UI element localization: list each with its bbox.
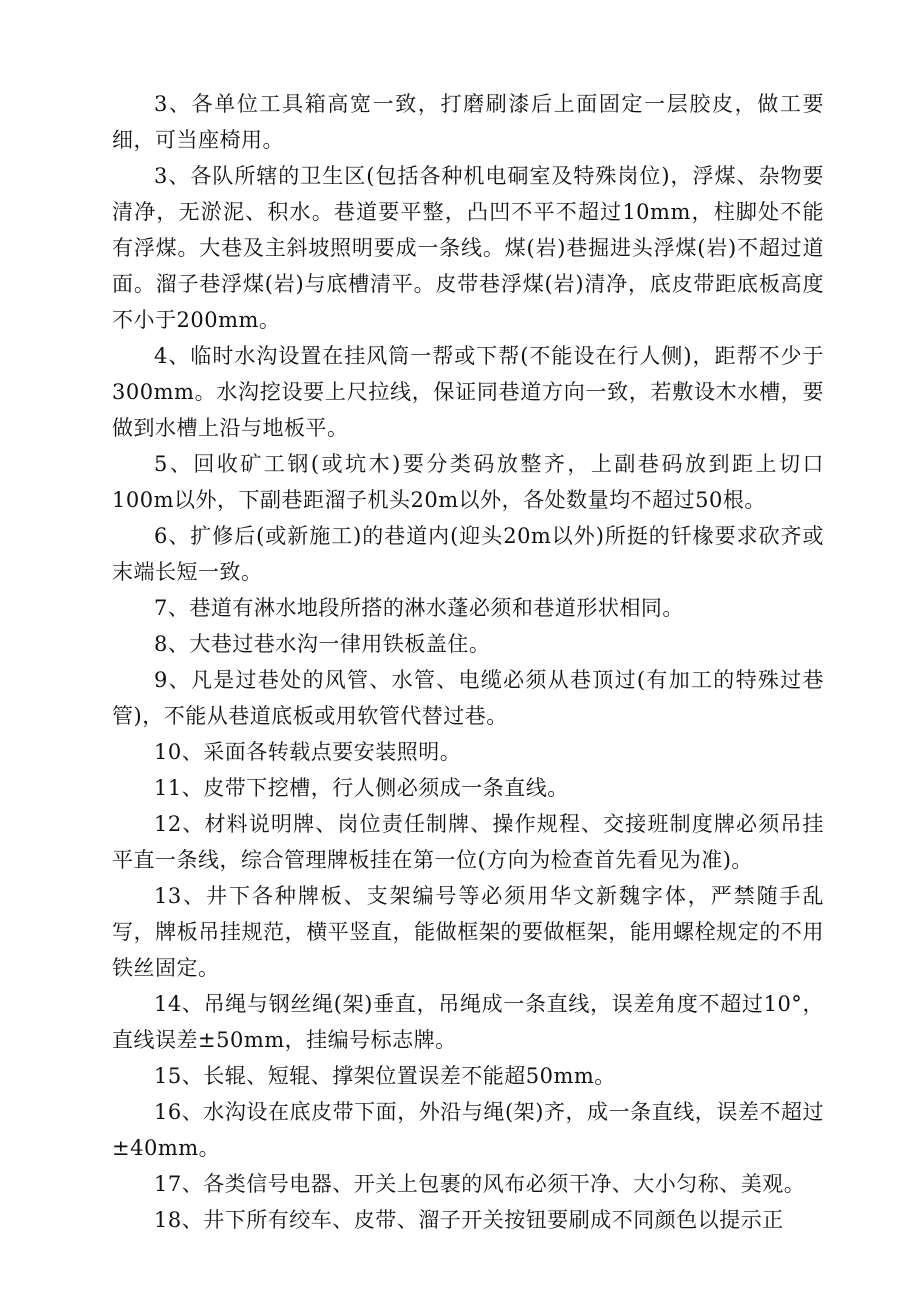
paragraph-item-17: 17、各类信号电器、开关上包裹的风布必须干净、大小匀称、美观。 bbox=[154, 1172, 806, 1196]
paragraph-item-15: 15、长辊、短辊、撑架位置误差不能超50mm。 bbox=[154, 1064, 616, 1088]
paragraph-item-6: 6、扩修后(或新施工)的巷道内(迎头20m以外)所挺的钎椽要求砍齐或末端长短一致。 bbox=[112, 524, 824, 584]
paragraph-item-18: 18、井下所有绞车、皮带、溜子开关按钮要刷成不同颜色以提示正 bbox=[154, 1208, 784, 1232]
paragraph-item-11: 11、皮带下挖槽，行人侧必须成一条直线。 bbox=[154, 776, 569, 800]
paragraph-item-3-toolbox: 3、各单位工具箱高宽一致，打磨刷漆后上面固定一层胶皮，做工要细，可当座椅用。 bbox=[112, 92, 824, 152]
paragraph-item-12: 12、材料说明牌、岗位责任制牌、操作规程、交接班制度牌必须吊挂平直一条线，综合管理牌板挂在第一位(方向为检查首先看见为准)。 bbox=[112, 812, 824, 872]
paragraph-item-16: 16、水沟设在底皮带下面，外沿与绳(架)齐，成一条直线，误差不超过±40mm。 bbox=[112, 1100, 824, 1160]
paragraph-item-9: 9、凡是过巷处的风管、水管、电缆必须从巷顶过(有加工的特殊过巷管)，不能从巷道底板或用软管代替过巷。 bbox=[112, 668, 824, 728]
document-body bbox=[112, 86, 824, 1238]
paragraph-item-7: 7、巷道有淋水地段所搭的淋水蓬必须和巷道形状相同。 bbox=[154, 596, 684, 620]
paragraph-item-8: 8、大巷过巷水沟一律用铁板盖住。 bbox=[154, 632, 491, 656]
paragraph-item-10: 10、采面各转载点要安装照明。 bbox=[154, 740, 462, 764]
paragraph-item-3-sanitation: 3、各队所辖的卫生区(包括各种机电硐室及特殊岗位)，浮煤、杂物要清净，无淤泥、积水。巷道要平整，凸凹不平不超过10mm，柱脚处不能有浮煤。大巷及主斜坡照明要成一条线。煤(岩)巷掘进头浮煤(岩)不超过道面。溜子巷浮煤(岩)与底槽清平。皮带巷浮煤(岩)清净，底皮带距底板高度不小于200mm。 bbox=[112, 164, 824, 332]
paragraph-item-5: 5、回收矿工钢(或坑木)要分类码放整齐，上副巷码放到距上切口100m以外，下副巷距溜子机头20m以外，各处数量均不超过50根。 bbox=[112, 452, 824, 512]
paragraph-item-14: 14、吊绳与钢丝绳(架)垂直，吊绳成一条直线，误差角度不超过10°，直线误差±50mm，挂编号标志牌。 bbox=[112, 992, 824, 1052]
paragraph-item-13: 13、井下各种牌板、支架编号等必须用华文新魏字体，严禁随手乱写，牌板吊挂规范，横平竖直，能做框架的要做框架，能用螺栓规定的不用铁丝固定。 bbox=[112, 884, 824, 980]
paragraph-item-4: 4、临时水沟设置在挂风筒一帮或下帮(不能设在行人侧)，距帮不少于300mm。水沟挖设要上尺拉线，保证同巷道方向一致，若敷设木水槽，要做到水槽上沿与地板平。 bbox=[112, 344, 824, 440]
